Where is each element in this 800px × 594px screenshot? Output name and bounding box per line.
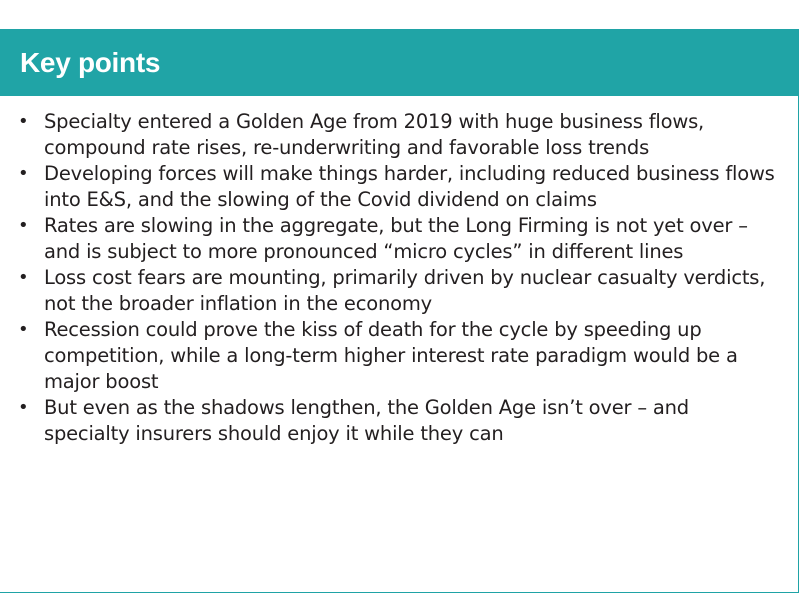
list-item: [18, 395, 778, 447]
key-points-list: [0, 99, 798, 447]
bullet-icon: •: [18, 163, 29, 184]
bullet-icon: •: [18, 111, 29, 132]
list-item-text: Developing forces will make things harder, including reduced business flows into E&S, and the slowing of the Covid dividend on claims: [44, 162, 775, 211]
list-item-text: Recession could prove the kiss of death for the cycle by speeding up competition, while a long-term higher interest rate paradigm would be a major boost: [44, 318, 738, 393]
list-item-text: But even as the shadows lengthen, the Golden Age isn’t over – and specialty insurers should enjoy it while they can: [44, 396, 689, 445]
bullet-icon: •: [18, 215, 29, 236]
key-points-panel: [0, 29, 799, 593]
list-item-text: Loss cost fears are mounting, primarily driven by nuclear casualty verdicts, not the broader inflation in the economy: [44, 266, 766, 315]
list-item: [18, 265, 778, 317]
bullet-icon: •: [18, 319, 29, 340]
list-item-text: Specialty entered a Golden Age from 2019 with huge business flows, compound rate rises, re-underwriting and favorable loss trends: [44, 110, 705, 159]
bullet-icon: •: [18, 267, 29, 288]
list-item: [18, 109, 778, 161]
list-item: [18, 213, 778, 265]
list-item-text: Rates are slowing in the aggregate, but the Long Firming is not yet over – and is subject to more pronounced “micro cycles” in different lines: [44, 214, 748, 263]
list-item: [18, 161, 778, 213]
panel-title: Key points: [20, 47, 161, 78]
bullet-icon: •: [18, 397, 29, 418]
panel-header: [0, 30, 798, 96]
list-item: [18, 317, 778, 395]
